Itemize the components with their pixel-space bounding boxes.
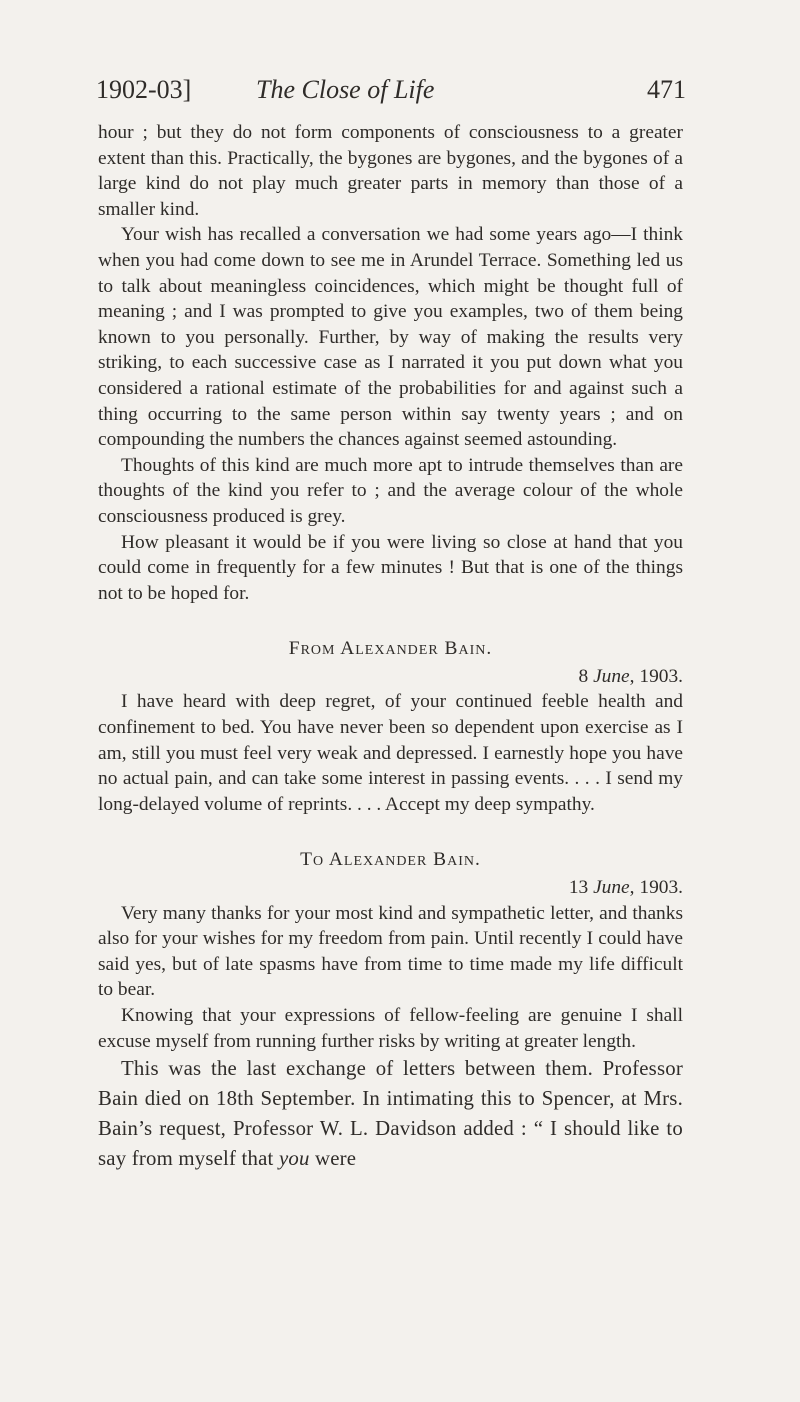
paragraph-arundel-terrace: Your wish has recalled a conversation we had some years ago—I think when you had come down to see me in Arundel Terrace. Something led us to talk about meaningless coincidences, which might be thought full of meaning ; and I was prompted to give you examples, two of them being known to you personally. Further, by way of making the results very striking, to each successive case as I narrated it you put down what you considered a rational estimate of the probabilities for and against such a thing occurring to the same person within say twenty years ; and on compounding the numbers the chances against seemed astounding. (98, 224, 683, 451)
date-year: , 1903. (629, 665, 683, 687)
running-head-chapter-title: The Close of Life (256, 75, 435, 104)
letter-heading-to-bain: To Alexander Bain. (300, 849, 481, 871)
date-day: 13 (568, 877, 594, 899)
date-month: June (593, 665, 630, 687)
narrative-text: This was the last exchange of letters between them. Professor Bain died on 18th September. In intimating this to Spencer, at Mrs. Bain’s request, Professor W. L. Davidson added : “ I should like to say from myself that (98, 1057, 683, 1171)
running-head (96, 70, 686, 110)
page-number: 471 (647, 75, 686, 104)
letter-body-to-bain-1: Very many thanks for your most kind and sympathetic letter, and thanks also for your wishes for my freedom from pain. Until recently I could have said yes, but of late spasms have from time to time made my life difficult to bear. (98, 902, 683, 1001)
letter-body-from-bain: I have heard with deep regret, of your continued feeble health and confinement to bed. You have never been so dependent upon exercise as I am, still you must feel very weak and depressed. I earnestly hope you have no actual pain, and can take some interest in passing events. . . . I send my long-delayed volume of reprints. . . . Accept my deep sympathy. (98, 691, 683, 815)
narrative-paragraph (98, 1054, 683, 1174)
date-year: , 1903. (629, 877, 683, 899)
letter-body-to-bain-2: Knowing that your expressions of fellow-feeling are genuine I shall excuse myself from running further risks by writing at greater length. (98, 1005, 683, 1052)
paragraph-continuation: hour ; but they do not form components of consciousness to a greater extent than this. Practically, the bygones are bygones, and the bygones of a large kind do not play much greater parts in memory than those of a smaller kind. (98, 122, 683, 220)
letter-heading-from-bain: From Alexander Bain. (288, 638, 493, 660)
narrative-tail: were (309, 1147, 357, 1171)
date-day: 8 (578, 665, 594, 687)
narrative-italic-you: you (278, 1147, 310, 1171)
date-month: June (593, 877, 630, 899)
page-body (98, 120, 683, 1174)
paragraph-thoughts: Thoughts of this kind are much more apt to intrude themselves than are thoughts of the kind you refer to ; and the average colour of the whole consciousness produced is grey. (98, 454, 683, 527)
paragraph-how-pleasant: How pleasant it would be if you were living so close at hand that you could come in frequently for a few minutes ! But that is one of the things not to be hoped for. (98, 531, 683, 604)
running-head-years: 1902-03] (96, 75, 192, 104)
letter-date-8-june (98, 664, 683, 690)
letter-date-13-june (98, 875, 683, 901)
